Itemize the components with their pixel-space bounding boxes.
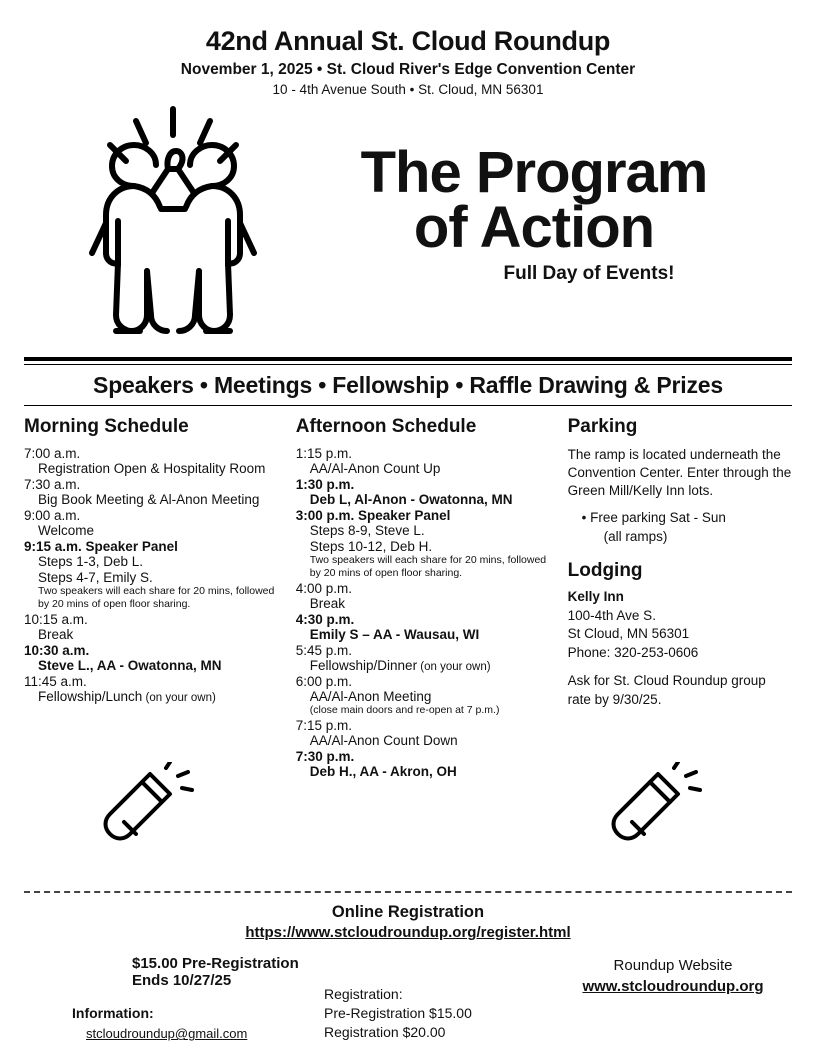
spacer <box>568 662 792 672</box>
megaphone-icon-left <box>100 762 196 842</box>
divider-dashed <box>24 891 792 893</box>
schedule-item <box>24 570 286 611</box>
schedule-item-event: Break <box>309 596 346 612</box>
schedule-item <box>296 581 552 611</box>
lodging-hotel: Kelly Inn <box>567 588 624 604</box>
registration-pre-price: Pre-Registration $15.00 <box>324 1005 472 1022</box>
website-link[interactable]: www.stcloudroundup.org <box>582 978 764 996</box>
schedule-item-event: Fellowship/Lunch (on your own) <box>38 689 216 705</box>
schedule-item-time: 10:15 a.m. <box>24 612 88 628</box>
hero-line-1: The Program <box>360 140 708 205</box>
afternoon-schedule-list <box>296 446 552 779</box>
hero-section <box>24 103 792 353</box>
schedule-item <box>296 674 552 717</box>
schedule-item-time: 7:30 p.m. <box>295 749 355 765</box>
divider-thick-top <box>24 357 792 361</box>
schedule-item-time: 4:00 p.m. <box>295 581 353 597</box>
online-registration-heading: Online Registration <box>331 903 485 922</box>
schedule-item-time: 10:30 a.m. <box>24 643 90 659</box>
schedule-columns <box>24 416 792 780</box>
registration-link[interactable]: https://www.stcloudroundup.org/register.html <box>245 924 571 942</box>
footer-right <box>554 955 792 1042</box>
pre-registration-deadline: $15.00 Pre-Registration Ends 10/27/25 <box>132 955 299 990</box>
lodging-heading: Lodging <box>567 559 643 581</box>
lodging-street: 100-4th Ave S. <box>567 607 656 623</box>
parking-heading: Parking <box>567 416 638 437</box>
schedule-item-time: 7:00 a.m. <box>24 446 81 461</box>
schedule-item-time: 11:45 a.m. <box>24 674 87 690</box>
parking-paragraph: The ramp is located underneath the Convention Center. Enter through the Green Mill/Kelly Inn lots. <box>567 447 792 498</box>
schedule-item-time: 9:00 a.m. <box>24 508 81 523</box>
schedule-item-event: Deb H., AA - Akron, OH <box>309 764 457 780</box>
information-label: Information: <box>72 1005 154 1022</box>
schedule-item-note: Two speakers will each share for 20 mins, followed by 20 mins of open floor sharing. <box>309 554 547 580</box>
two-people-high-five-illustration-icon <box>48 103 298 343</box>
schedule-item <box>24 539 286 569</box>
lodging-note: Ask for St. Cloud Roundup group rate by 9/30/25. <box>567 673 766 708</box>
schedule-item <box>296 643 552 673</box>
schedule-item <box>296 508 552 538</box>
schedule-item-note: (close main doors and re-open at 7 p.m.) <box>309 704 500 717</box>
schedule-item-event: Steve L., AA - Owatonna, MN <box>38 658 222 674</box>
lodging-city: St Cloud, MN 56301 <box>567 626 690 642</box>
schedule-item <box>24 674 286 704</box>
hero-tagline: Full Day of Events! <box>503 263 675 285</box>
schedule-item <box>24 508 286 538</box>
schedule-item-event-suffix: (on your own) <box>417 661 491 674</box>
schedule-item-time: 6:00 p.m. <box>295 674 353 690</box>
schedule-item <box>296 718 552 748</box>
schedule-item <box>24 643 286 673</box>
schedule-item-event: Steps 8-9, Steve L. <box>309 523 425 538</box>
parking-bullet-sub: (all ramps) <box>603 528 668 544</box>
lodging-phone: Phone: 320-253-0606 <box>567 644 699 660</box>
morning-column <box>24 416 296 780</box>
parking-bullet: • Free parking Sat - Sun <box>581 510 726 526</box>
schedule-item-time: 9:15 a.m. Speaker Panel <box>24 539 178 554</box>
page-title: 42nd Annual St. Cloud Roundup <box>205 26 611 56</box>
schedule-item-time: 7:30 a.m. <box>24 477 81 492</box>
footer-grid <box>24 955 792 1042</box>
flyer-header <box>24 26 792 97</box>
website-label: Roundup Website <box>613 957 733 975</box>
schedule-item-event: AA/Al-Anon Count Up <box>309 461 441 476</box>
schedule-item-time: 5:45 p.m. <box>295 643 353 659</box>
schedule-item <box>24 446 286 476</box>
hero-text <box>284 140 784 285</box>
schedule-item-event: Steps 4-7, Emily S. <box>38 570 153 585</box>
megaphone-icon-right <box>608 762 704 842</box>
schedule-item <box>296 612 552 642</box>
spacer <box>324 955 554 986</box>
morning-schedule-list <box>24 446 286 704</box>
hero-line-2: of Action <box>413 195 655 261</box>
schedule-item-event-suffix: (on your own) <box>142 692 216 705</box>
schedule-item <box>296 749 552 779</box>
schedule-item-event: Break <box>38 627 74 643</box>
footer-middle <box>324 955 554 1042</box>
schedule-item-event: Welcome <box>38 523 95 538</box>
schedule-item-note: Two speakers will each share for 20 mins, followed by 20 mins of open floor sharing. <box>38 585 275 611</box>
schedule-item-event: Fellowship/Dinner (on your own) <box>309 658 491 674</box>
schedule-item-time: 3:00 p.m. Speaker Panel <box>295 508 451 523</box>
info-column <box>562 416 792 780</box>
schedule-item <box>24 477 286 507</box>
schedule-item <box>296 446 552 476</box>
event-date-venue: November 1, 2025 • St. Cloud River's Edge Convention Center <box>180 61 636 78</box>
footer-section <box>24 891 792 1042</box>
schedule-item-event: AA/Al-Anon Meeting <box>309 689 432 705</box>
schedule-item-event: Big Book Meeting & Al-Anon Meeting <box>38 492 260 507</box>
event-address: 10 - 4th Avenue South • St. Cloud, MN 56301 <box>272 82 544 97</box>
afternoon-heading: Afternoon Schedule <box>295 416 477 437</box>
footer-left <box>24 955 324 1042</box>
morning-heading: Morning Schedule <box>24 416 189 437</box>
schedule-item-time: 1:15 p.m. <box>295 446 353 461</box>
schedule-item <box>24 612 286 642</box>
registration-full-price: Registration $20.00 <box>324 1024 446 1041</box>
registration-label: Registration: <box>324 986 403 1003</box>
schedule-item-event: AA/Al-Anon Count Down <box>309 733 458 749</box>
schedule-item-event: Emily S – AA - Wausau, WI <box>309 627 480 643</box>
schedule-item-event: Registration Open & Hospitality Room <box>38 461 266 476</box>
schedule-item-event: Steps 1-3, Deb L. <box>38 554 144 569</box>
schedule-item <box>296 539 552 580</box>
divider-below-banner <box>24 405 792 406</box>
schedule-item-event: Steps 10-12, Deb H. <box>309 539 433 554</box>
schedule-item-time: 7:15 p.m. <box>295 718 353 734</box>
schedule-item-time: 1:30 p.m. <box>295 477 355 492</box>
schedule-item <box>296 477 552 507</box>
information-email-link[interactable]: stcloudroundup@gmail.com <box>86 1026 248 1042</box>
schedule-item-time: 4:30 p.m. <box>295 612 355 628</box>
schedule-item-event: Deb L, Al-Anon - Owatonna, MN <box>309 492 513 507</box>
afternoon-column <box>296 416 562 780</box>
features-banner: Speakers • Meetings • Fellowship • Raffle Drawing & Prizes <box>93 372 723 398</box>
